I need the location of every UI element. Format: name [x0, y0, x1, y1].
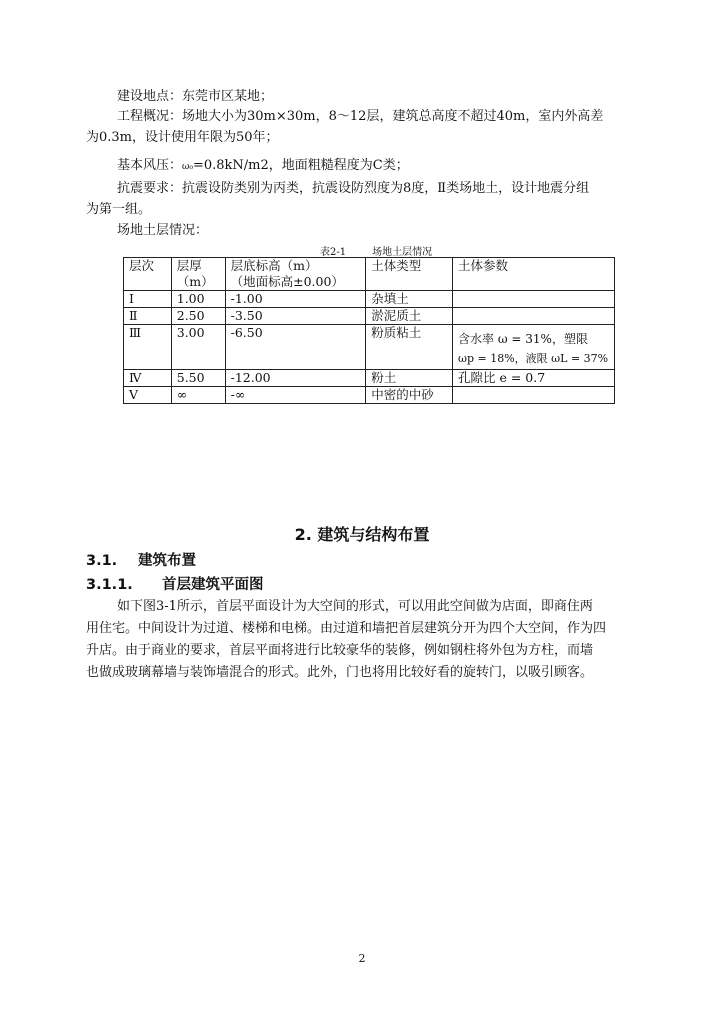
project-overview-line1: 工程概况：场地大小为30m×30m，8～12层，建筑总高度不超过40m，室内外高差 [117, 109, 604, 124]
paragraph-line: 也做成玻璃幕墙与装饰墙混合的形式。此外，门也将用比较好看的旋转门，以吸引顾客。 [86, 665, 594, 680]
table-cell: -6.50 [225, 325, 366, 370]
table-cell: 粉土 [366, 370, 453, 387]
table-caption-title: 场地土层情况 [372, 247, 433, 258]
wind-pressure [117, 157, 409, 176]
table-cell: -3.50 [225, 308, 366, 325]
header-soil-type: 土体类型 [366, 258, 453, 291]
header-soil-params: 土体参数 [453, 258, 615, 291]
subsection-title: 首层建筑平面图 [162, 577, 264, 593]
section-title: 建筑布置 [138, 553, 196, 569]
table-cell: ∞ [171, 387, 225, 404]
page-number: 2 [358, 952, 366, 965]
seismic-line2: 为第一组。 [86, 202, 152, 217]
table-cell: 孔隙比 e = 0.7 [453, 370, 615, 387]
table-cell: 5.50 [171, 370, 225, 387]
header-layer: 层次 [124, 258, 172, 291]
seismic-line1: 抗震要求：抗震设防类别为丙类，抗震设防烈度为8度，Ⅱ类场地土，设计地震分组 [117, 181, 590, 196]
table-cell: 淤泥质土 [366, 308, 453, 325]
table-cell [453, 308, 615, 325]
table-caption-number: 表2-1 [320, 247, 347, 258]
table-cell: 中密的中砂 [366, 387, 453, 404]
table-cell: 2.50 [171, 308, 225, 325]
site-location: 建设地点：东莞市区某地； [117, 89, 274, 104]
table-cell: 1.00 [171, 291, 225, 308]
table-row [124, 291, 615, 308]
soil-conditions-label: 场地土层情况： [117, 223, 209, 238]
paragraph-line: 用住宅。中间设计为过道、楼梯和电梯。由过道和墙把首层建筑分开为四个大空间，作为四 [86, 621, 607, 636]
table-cell: -1.00 [225, 291, 366, 308]
table-cell: Ⅱ [124, 308, 172, 325]
table-cell: 杂填土 [366, 291, 453, 308]
table-caption [320, 243, 432, 258]
wind-value: =0.8kN/m2，地面粗糙程度为C类； [192, 158, 409, 173]
table-cell [453, 387, 615, 404]
table-row [124, 325, 615, 370]
table-cell: 粉质粘土 [366, 325, 453, 370]
paragraph-line: 如下图3-1所示，首层平面设计为大空间的形式，可以用此空间做为店面，即商住两 [117, 599, 593, 614]
table-row [124, 370, 615, 387]
table-row [124, 387, 615, 404]
table-cell: Ⅴ [124, 387, 172, 404]
subsection-heading [86, 573, 264, 594]
section-heading [86, 549, 196, 570]
paragraph-line: 升店。由于商业的要求，首层平面将进行比较豪华的装修，例如钢柱将外包为方柱，而墙 [86, 643, 594, 658]
wind-symbol: ω₀ [182, 162, 193, 172]
chapter-heading: 2. 建筑与结构布置 [294, 525, 430, 544]
header-bottom-elevation: 层底标高（m） （地面标高±0.00） [225, 258, 366, 291]
table-cell-soil-params: 含水率 ω = 31%，塑限 ωp = 18%，液限 ωL = 37% [453, 325, 615, 370]
subsection-number: 3.1.1. [86, 577, 133, 593]
section-number: 3.1. [86, 553, 118, 569]
table-row [124, 308, 615, 325]
table-cell: Ⅰ [124, 291, 172, 308]
table-cell: 3.00 [171, 325, 225, 370]
table-cell [453, 291, 615, 308]
project-overview-line2: 为0.3m，设计使用年限为50年； [86, 130, 279, 145]
table-cell: Ⅲ [124, 325, 172, 370]
table-cell: -∞ [225, 387, 366, 404]
header-thickness: 层厚 （m） [171, 258, 225, 291]
soil-layer-table [123, 257, 615, 404]
table-cell: -12.00 [225, 370, 366, 387]
table-cell: Ⅳ [124, 370, 172, 387]
table-header-row [124, 258, 615, 291]
wind-label: 基本风压： [117, 158, 183, 173]
